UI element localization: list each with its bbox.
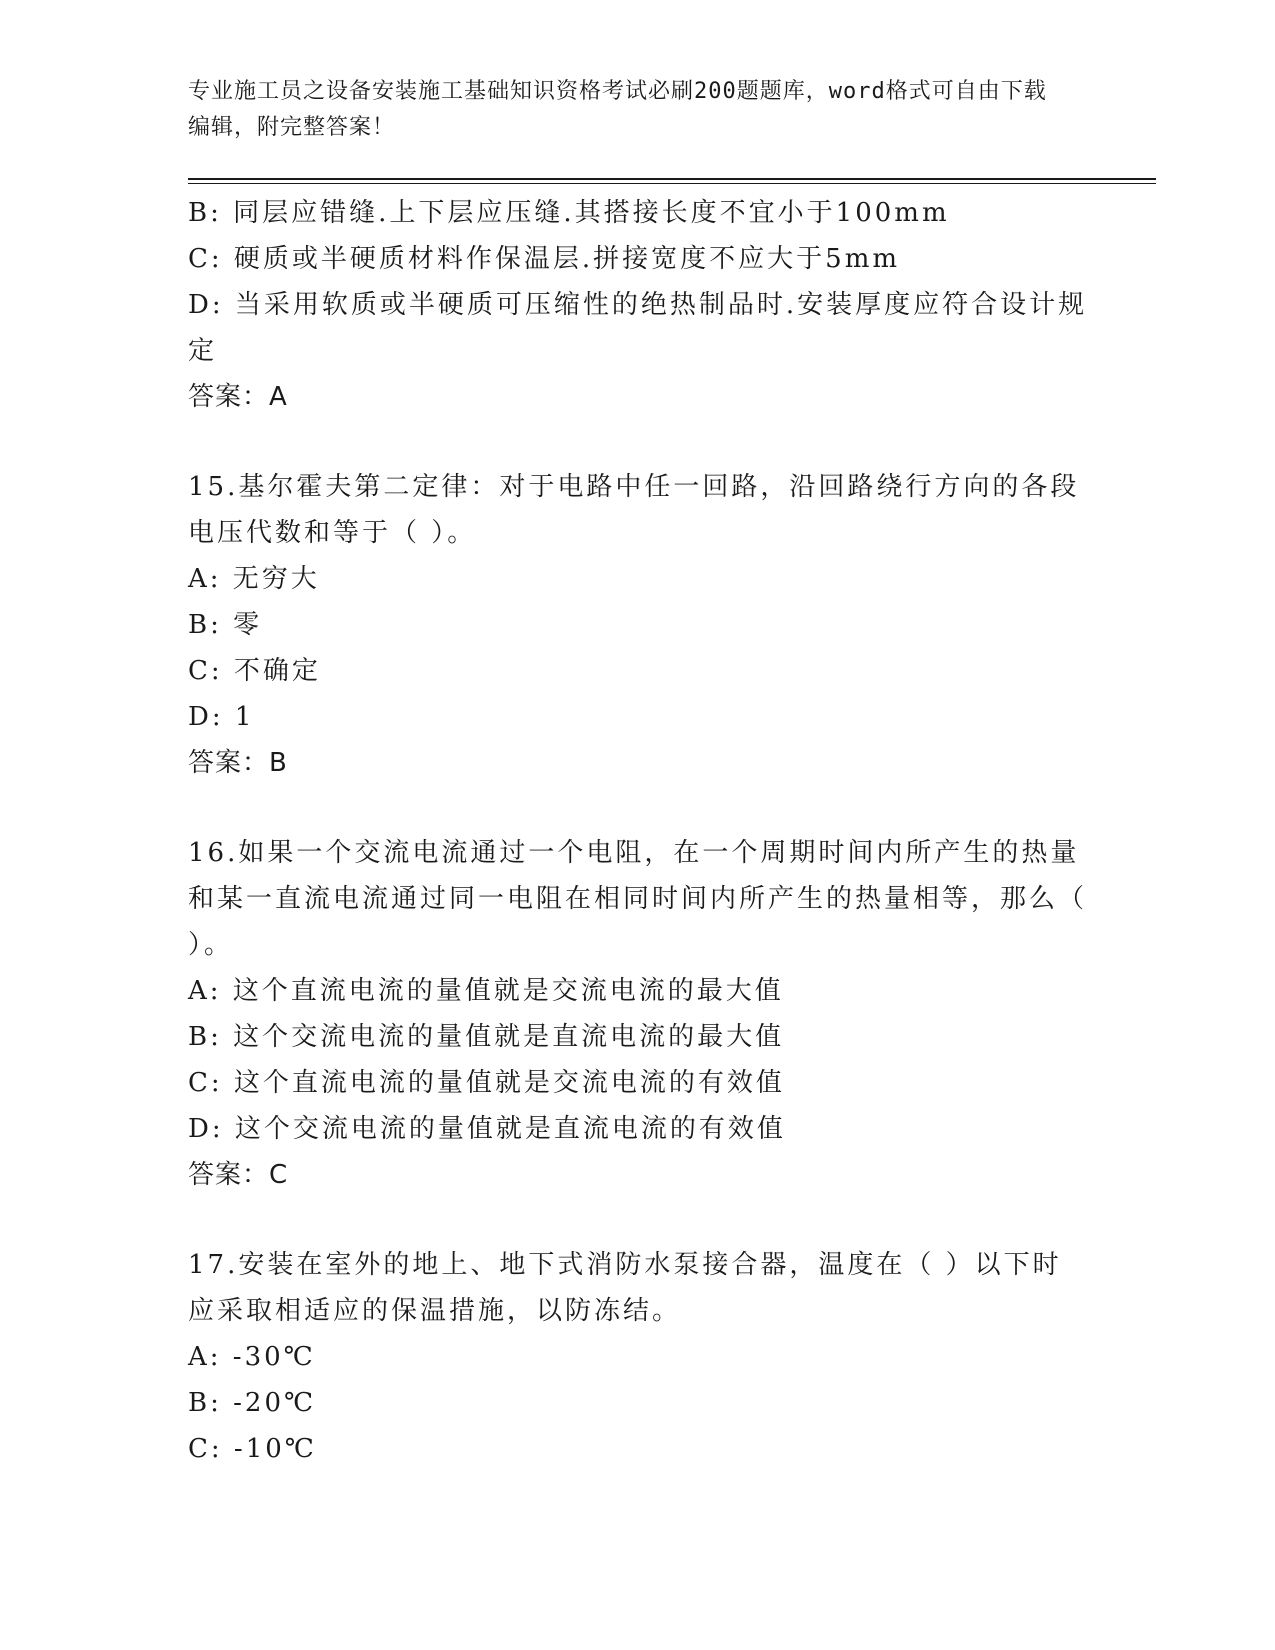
option-d: D: 1 <box>188 702 255 732</box>
document-header: 专业施工员之设备安装施工基础知识资格考试必刷200题题库，word格式可自由下载编辑，附完整答案！ <box>188 79 1047 140</box>
option-c: C: 这个直流电流的量值就是交流电流的有效值 <box>188 1068 785 1098</box>
option-c: C: 不确定 <box>188 656 321 686</box>
header-divider <box>188 178 1156 180</box>
option-b: B: 同层应错缝.上下层应压缝.其搭接长度不宜小于100mm <box>188 198 950 228</box>
option-d: D: 这个交流电流的量值就是直流电流的有效值 <box>188 1114 786 1144</box>
header-divider-thin <box>188 183 1156 184</box>
question-15 <box>188 464 1088 786</box>
question-16 <box>188 830 1099 1198</box>
question-stem: 17.安装在室外的地上、地下式消防水泵接合器，温度在（ ）以下时应采取相适应的保温措施，以防冻结。 <box>188 1250 1062 1326</box>
answer-line: 答案：A <box>188 382 288 412</box>
option-b: B: 零 <box>188 610 263 640</box>
question-stem: 15.基尔霍夫第二定律：对于电路中任一回路，沿回路绕行方向的各段电压代数和等于（ ）。 <box>188 472 1080 548</box>
option-c: C: -10℃ <box>188 1434 317 1464</box>
option-b: B: 这个交流电流的量值就是直流电流的最大值 <box>188 1022 785 1052</box>
answer-line: 答案：C <box>188 1160 289 1190</box>
option-a: A: 这个直流电流的量值就是交流电流的最大值 <box>188 976 784 1006</box>
option-a: A: 无穷大 <box>188 564 320 594</box>
option-d: D: 当采用软质或半硬质可压缩性的绝热制品时.安装厚度应符合设计规定 <box>188 290 1088 366</box>
question-stem: 16.如果一个交流电流通过一个电阻，在一个周期时间内所产生的热量和某一直流电流通过同一电阻在相同时间内所产生的热量相等，那么（ ）。 <box>188 838 1099 960</box>
option-a: A: -30℃ <box>188 1342 316 1372</box>
question-17 <box>188 1242 1088 1472</box>
answer-line: 答案：B <box>188 748 288 778</box>
question-content <box>188 190 1099 1472</box>
option-c: C: 硬质或半硬质材料作保温层.拼接宽度不应大于5mm <box>188 244 901 274</box>
question-14-continuation <box>188 190 1088 420</box>
option-b: B: -20℃ <box>188 1388 317 1418</box>
